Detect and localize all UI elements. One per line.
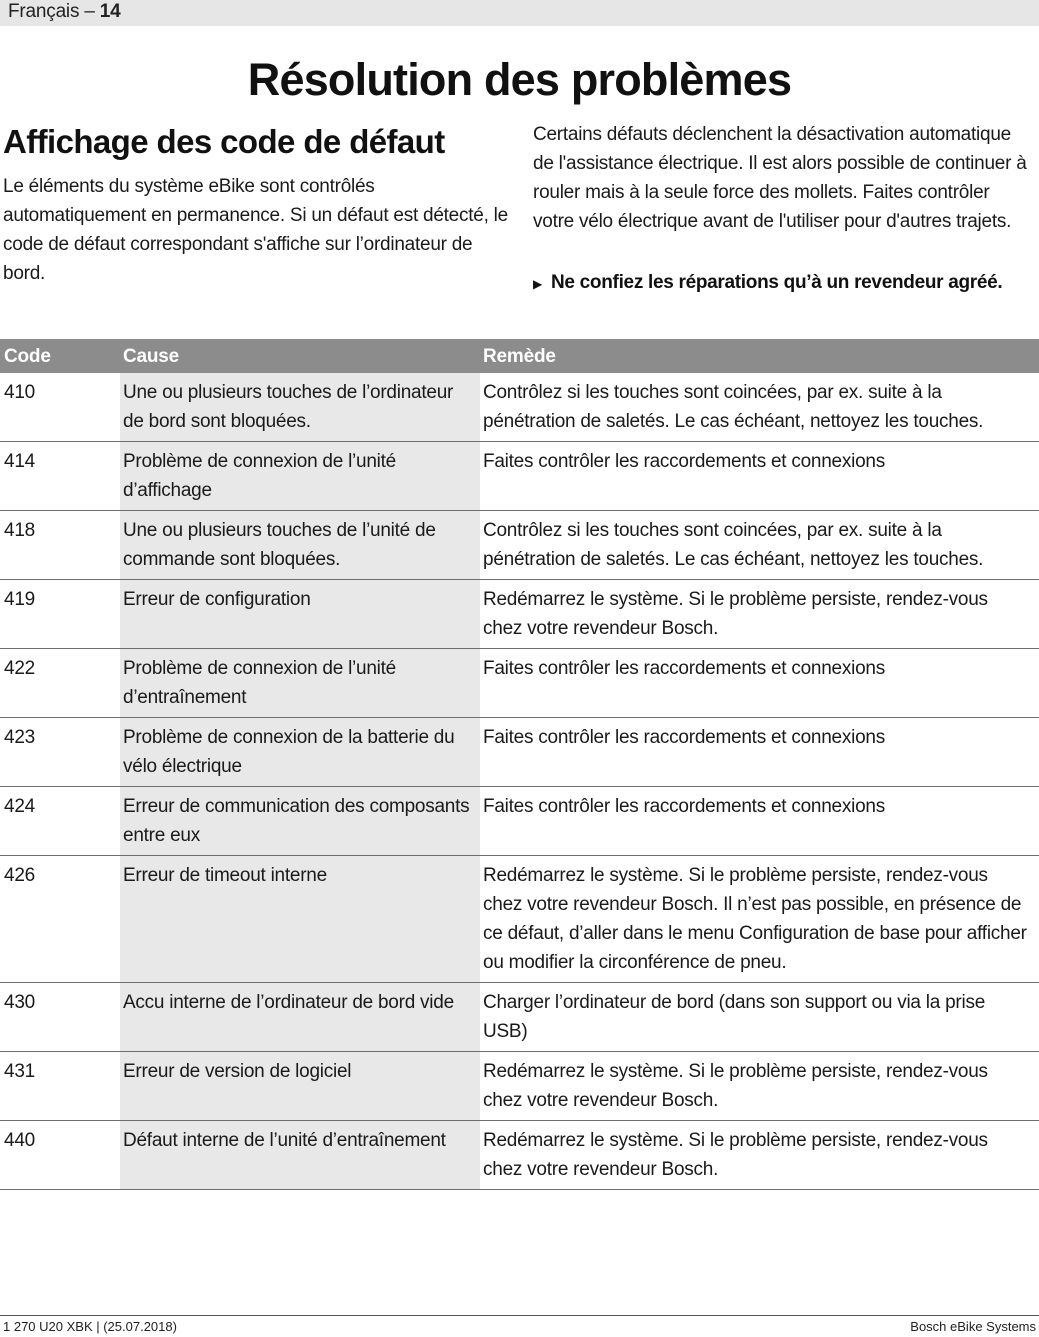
table-row xyxy=(0,1121,1039,1190)
error-cause: Problème de connexion de l’unité d’entraînement xyxy=(120,649,480,717)
error-code: 418 xyxy=(4,520,35,541)
header-page-number: 14 xyxy=(99,1,121,22)
intro-paragraph: Le éléments du système eBike sont contrôlés automatiquement en permanence. Si un défaut est détecté, le code de défaut correspondant s'affiche sur l’ordinateur de bord. xyxy=(3,176,508,284)
warning-note xyxy=(533,268,1028,297)
error-code: 430 xyxy=(4,992,35,1013)
table-row xyxy=(0,856,1039,983)
header-code: Code xyxy=(4,346,51,367)
page-header xyxy=(0,0,1039,26)
error-code: 414 xyxy=(4,451,35,472)
error-cause: Erreur de configuration xyxy=(120,580,480,648)
triangle-bullet-icon: ▶ xyxy=(533,277,542,291)
error-remedy: Contrôlez si les touches sont coincées, par ex. suite à la pénétration de saletés. Le cas échéant, nettoyez les touches. xyxy=(483,382,984,432)
info-paragraph: Certains défauts déclenchent la désactivation automatique de l'assistance électrique. Il est alors possible de continuer à rouler mais à la seule force des mollets. Faites contrôler votre vélo électrique avant de l'utiliser pour d'autres trajets. xyxy=(533,124,1027,232)
error-remedy: Contrôlez si les touches sont coincées, par ex. suite à la pénétration de saletés. Le cas échéant, nettoyez les touches. xyxy=(483,520,984,570)
header-cause: Cause xyxy=(123,346,180,367)
error-code: 440 xyxy=(4,1130,35,1151)
table-row xyxy=(0,1052,1039,1121)
error-remedy: Faites contrôler les raccordements et connexions xyxy=(483,451,885,472)
warning-note-text: Ne confiez les réparations qu’à un revendeur agréé. xyxy=(551,272,1003,293)
footer-brand: Bosch eBike Systems xyxy=(910,1319,1036,1334)
error-code-table xyxy=(0,339,1039,1190)
footer-divider xyxy=(0,1315,1039,1316)
error-code: 426 xyxy=(4,865,35,886)
section-heading: Affichage des code de défaut xyxy=(3,123,445,160)
table-body xyxy=(0,373,1039,1190)
error-remedy: Faites contrôler les raccordements et connexions xyxy=(483,796,885,817)
error-code: 422 xyxy=(4,658,35,679)
error-cause: Erreur de version de logiciel xyxy=(120,1052,480,1120)
error-code: 423 xyxy=(4,727,35,748)
error-remedy: Redémarrez le système. Si le problème persiste, rendez-vous chez votre revendeur Bosch. Il n’est pas possible, en présence de ce défaut, d’aller dans le menu Configuration de base pour afficher ou modifier la circonférence de pneu. xyxy=(483,865,1027,973)
error-cause: Accu interne de l’ordinateur de bord vide xyxy=(120,983,480,1051)
error-cause: Problème de connexion de l’unité d’affichage xyxy=(120,442,480,510)
error-cause: Une ou plusieurs touches de l’unité de commande sont bloquées. xyxy=(120,511,480,579)
header-text xyxy=(8,0,121,24)
error-code: 431 xyxy=(4,1061,35,1082)
error-remedy: Redémarrez le système. Si le problème persiste, rendez-vous chez votre revendeur Bosch. xyxy=(483,589,988,639)
error-remedy: Redémarrez le système. Si le problème persiste, rendez-vous chez votre revendeur Bosch. xyxy=(483,1130,988,1180)
footer-doc-ref: 1 270 U20 XBK | (25.07.2018) xyxy=(3,1319,177,1334)
header-separator: – xyxy=(79,1,100,22)
table-header xyxy=(0,339,1039,373)
table-row xyxy=(0,373,1039,442)
table-row xyxy=(0,983,1039,1052)
error-remedy: Faites contrôler les raccordements et connexions xyxy=(483,727,885,748)
error-remedy: Faites contrôler les raccordements et connexions xyxy=(483,658,885,679)
error-code: 410 xyxy=(4,382,35,403)
page-title: Résolution des problèmes xyxy=(247,54,792,105)
error-remedy: Redémarrez le système. Si le problème persiste, rendez-vous chez votre revendeur Bosch. xyxy=(483,1061,988,1111)
error-code: 419 xyxy=(4,589,35,610)
table-row xyxy=(0,649,1039,718)
table-row xyxy=(0,580,1039,649)
table-row xyxy=(0,442,1039,511)
header-remedy: Remède xyxy=(483,346,556,367)
table-row xyxy=(0,787,1039,856)
error-remedy: Charger l’ordinateur de bord (dans son support ou via la prise USB) xyxy=(483,992,986,1042)
error-code: 424 xyxy=(4,796,35,817)
error-cause: Problème de connexion de la batterie du vélo électrique xyxy=(120,718,480,786)
header-language: Français xyxy=(8,1,80,22)
error-cause: Erreur de communication des composants entre eux xyxy=(120,787,480,855)
table-row xyxy=(0,511,1039,580)
error-cause: Défaut interne de l’unité d’entraînement xyxy=(120,1121,480,1189)
error-cause: Une ou plusieurs touches de l’ordinateur de bord sont bloquées. xyxy=(120,373,480,441)
error-cause: Erreur de timeout interne xyxy=(120,856,480,982)
table-row xyxy=(0,718,1039,787)
